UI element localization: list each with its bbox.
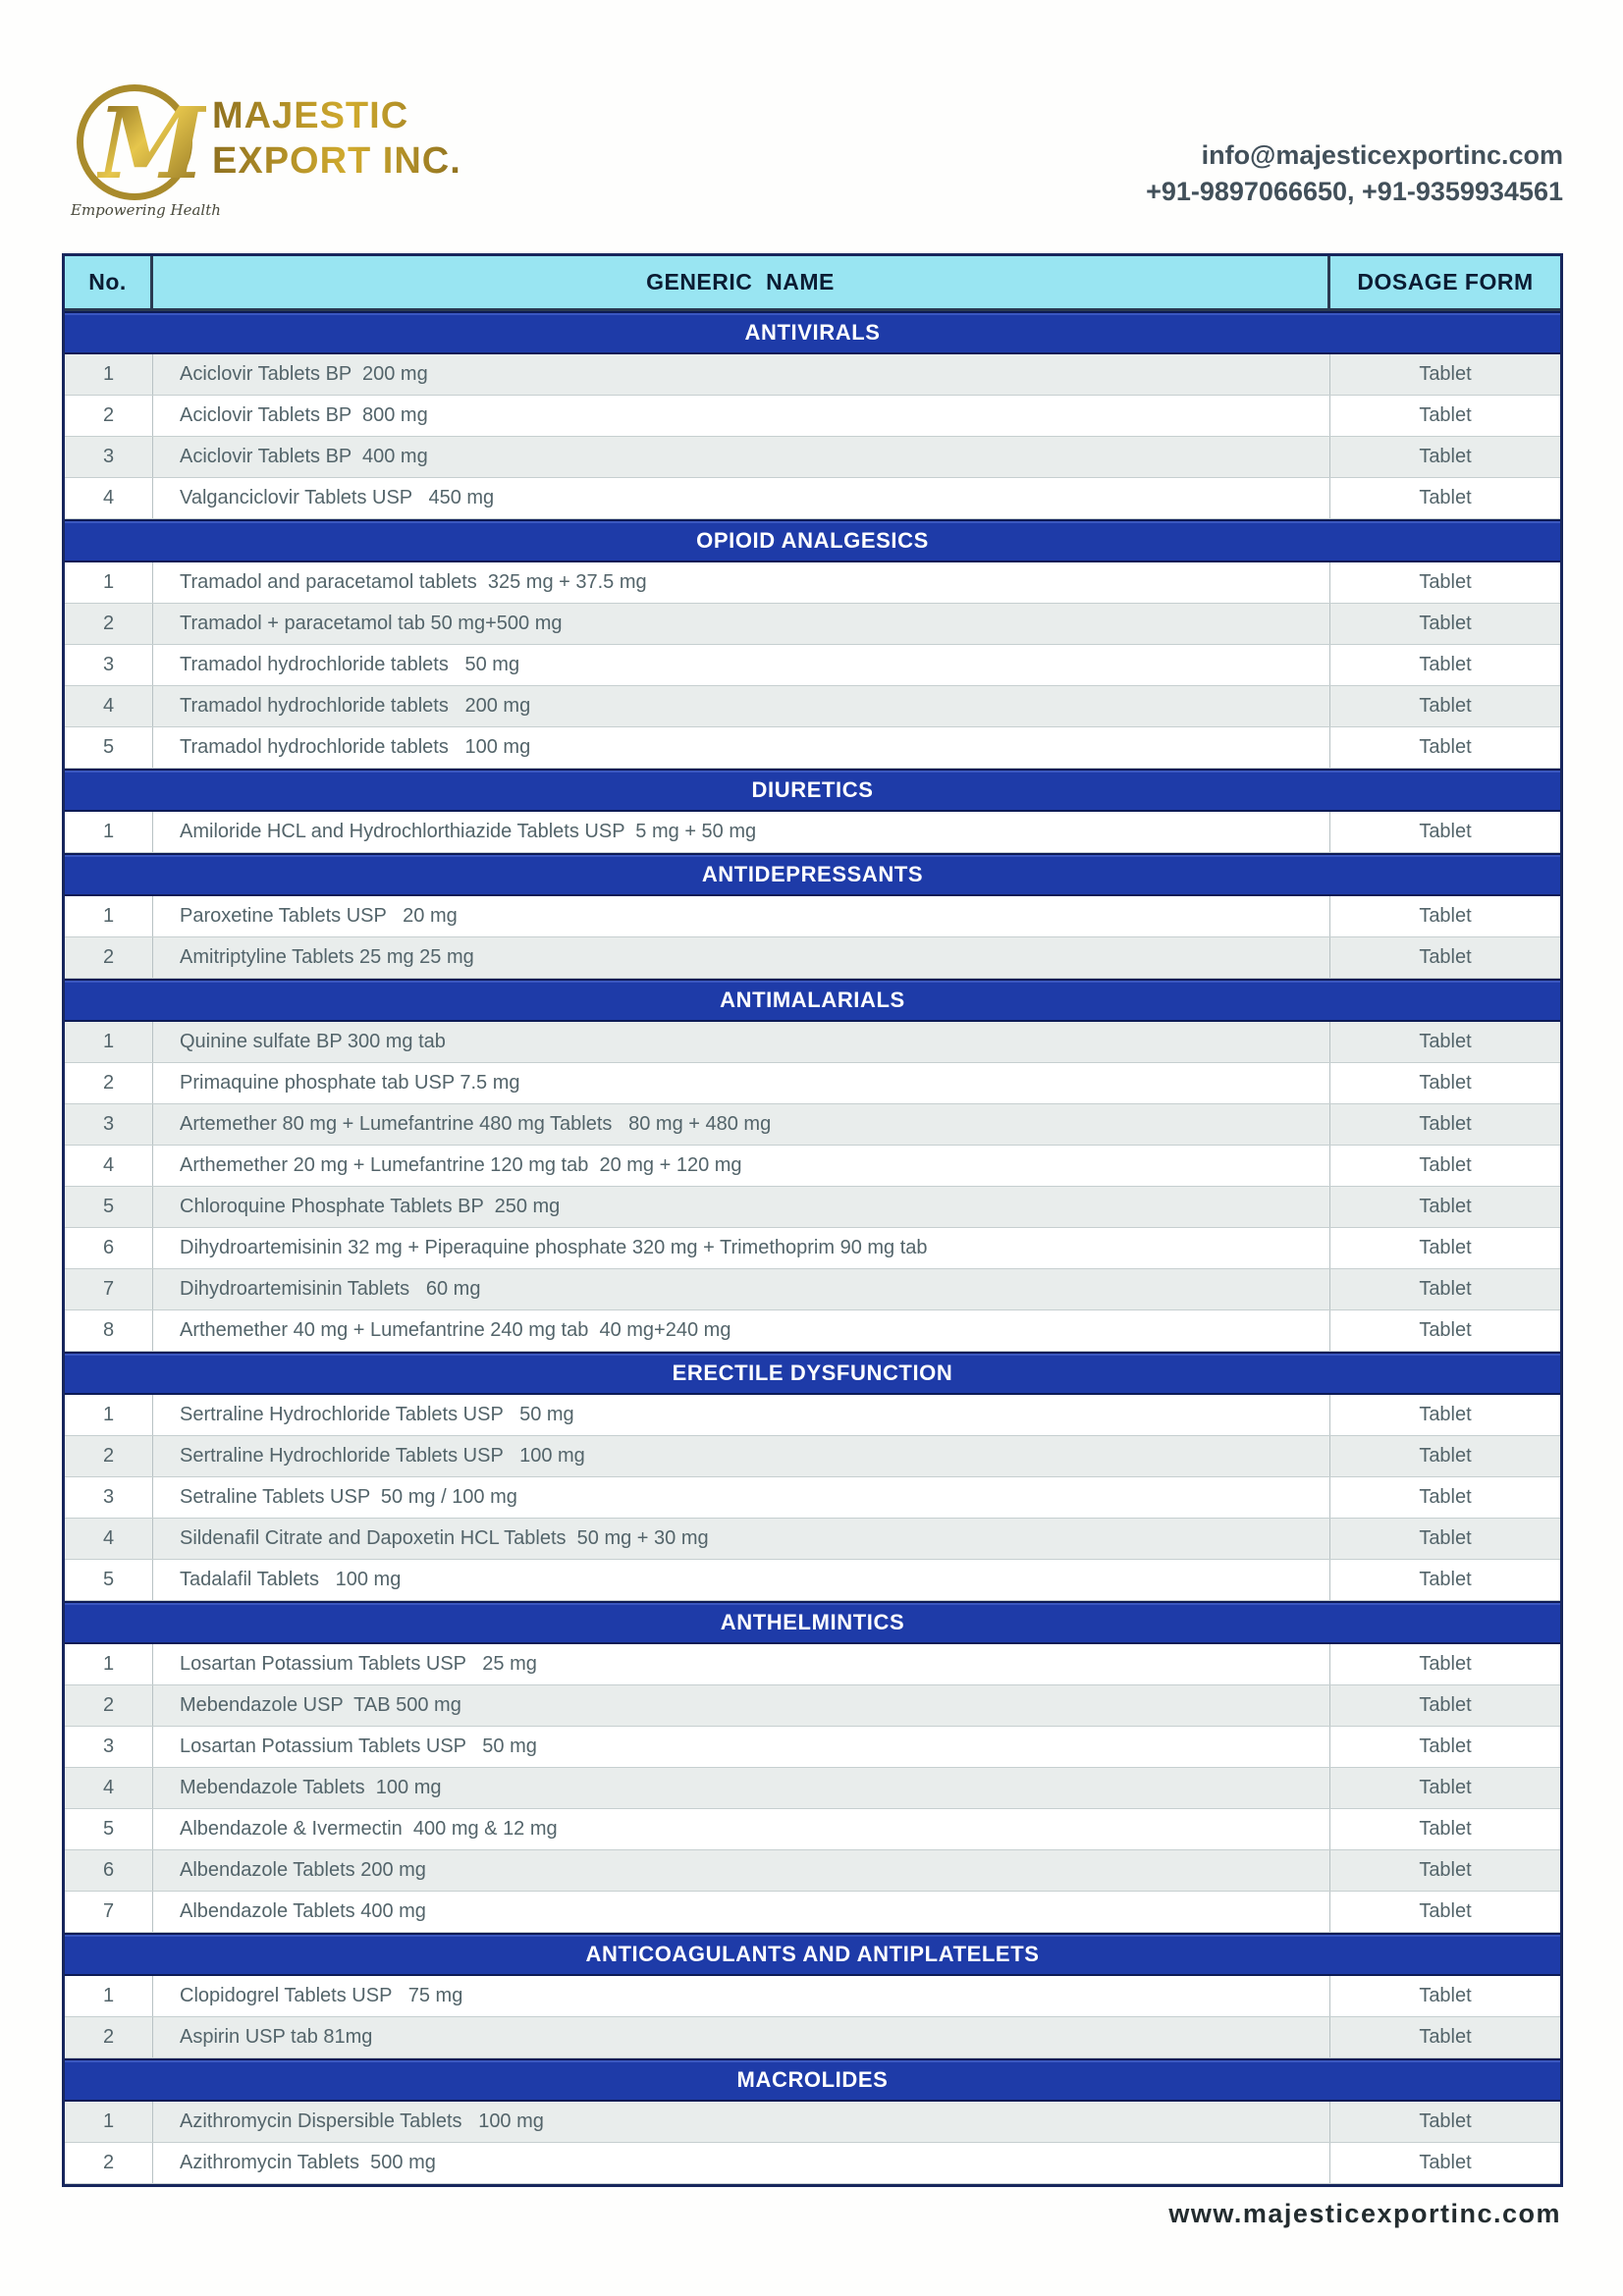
table-row xyxy=(65,727,1560,769)
row-number: 4 xyxy=(65,1768,153,1808)
row-generic-name: Tramadol hydrochloride tablets 50 mg xyxy=(153,645,1330,685)
table-row xyxy=(65,645,1560,686)
website-text: www.majesticexportinc.com xyxy=(1168,2199,1561,2228)
row-dosage-form: Tablet xyxy=(1419,1154,1472,1176)
row-number: 5 xyxy=(65,1560,153,1600)
table-row xyxy=(65,1063,1560,1104)
row-generic-name: Chloroquine Phosphate Tablets BP 250 mg xyxy=(153,1187,1330,1227)
row-number: 5 xyxy=(65,1187,153,1227)
table-row xyxy=(65,1477,1560,1519)
table-row xyxy=(65,1310,1560,1352)
row-dosage-form: Tablet xyxy=(1419,1569,1472,1590)
row-generic-name: Amiloride HCL and Hydrochlorthiazide Tablets USP 5 mg + 50 mg xyxy=(153,812,1330,852)
table-row xyxy=(65,1519,1560,1560)
section-header xyxy=(65,1933,1560,1976)
row-generic-name: Paroxetine Tablets USP 20 mg xyxy=(153,896,1330,936)
row-dosage-form: Tablet xyxy=(1419,1735,1472,1757)
table-row xyxy=(65,1228,1560,1269)
row-number: 1 xyxy=(65,896,153,936)
row-generic-name: Azithromycin Dispersible Tablets 100 mg xyxy=(153,2102,1330,2142)
section-title: ANTIMALARIALS xyxy=(720,988,905,1012)
table-row xyxy=(65,1269,1560,1310)
row-number: 4 xyxy=(65,1146,153,1186)
row-dosage-form: Tablet xyxy=(1419,1777,1472,1798)
table-row xyxy=(65,1768,1560,1809)
row-number: 1 xyxy=(65,354,153,395)
row-dosage-form: Tablet xyxy=(1419,695,1472,717)
row-generic-name: Losartan Potassium Tablets USP 50 mg xyxy=(153,1727,1330,1767)
table-row xyxy=(65,396,1560,437)
section-title: ANTIVIRALS xyxy=(744,320,881,345)
row-generic-name: Clopidogrel Tablets USP 75 mg xyxy=(153,1976,1330,2016)
table-row xyxy=(65,1022,1560,1063)
row-dosage-form: Tablet xyxy=(1419,1859,1472,1881)
row-dosage-form: Tablet xyxy=(1419,446,1472,467)
row-dosage-form: Tablet xyxy=(1419,1072,1472,1094)
table-body xyxy=(65,311,1560,2184)
row-generic-name: Tramadol + paracetamol tab 50 mg+500 mg xyxy=(153,604,1330,644)
row-generic-name: Tramadol hydrochloride tablets 200 mg xyxy=(153,686,1330,726)
section-header xyxy=(65,1352,1560,1395)
contact-phones: +91-9897066650, +91-9359934561 xyxy=(1146,177,1563,207)
row-number: 3 xyxy=(65,437,153,477)
row-number: 2 xyxy=(65,2143,153,2183)
row-dosage-form: Tablet xyxy=(1419,613,1472,634)
row-dosage-form: Tablet xyxy=(1419,1527,1472,1549)
row-number: 5 xyxy=(65,727,153,768)
row-number: 1 xyxy=(65,1976,153,2016)
row-dosage-form: Tablet xyxy=(1419,1404,1472,1425)
row-number: 4 xyxy=(65,686,153,726)
table-row xyxy=(65,1395,1560,1436)
row-dosage-form: Tablet xyxy=(1419,1653,1472,1675)
contact-email: info@majesticexportinc.com xyxy=(1201,140,1563,170)
section-header xyxy=(65,853,1560,896)
row-dosage-form: Tablet xyxy=(1419,1196,1472,1217)
row-dosage-form: Tablet xyxy=(1419,1031,1472,1052)
row-number: 4 xyxy=(65,478,153,518)
row-number: 6 xyxy=(65,1228,153,1268)
row-dosage-form: Tablet xyxy=(1419,1278,1472,1300)
table-row xyxy=(65,686,1560,727)
section-title: ERECTILE DYSFUNCTION xyxy=(672,1361,953,1385)
row-number: 2 xyxy=(65,1685,153,1726)
table-header-row xyxy=(65,256,1560,311)
row-generic-name: Aciclovir Tablets BP 400 mg xyxy=(153,437,1330,477)
row-dosage-form: Tablet xyxy=(1419,2152,1472,2173)
company-logo-icon xyxy=(77,84,206,201)
section-header xyxy=(65,519,1560,562)
row-dosage-form: Tablet xyxy=(1419,1900,1472,1922)
row-dosage-form: Tablet xyxy=(1419,363,1472,385)
section-title: ANTHELMINTICS xyxy=(720,1610,905,1634)
row-generic-name: Sildenafil Citrate and Dapoxetin HCL Tablets 50 mg + 30 mg xyxy=(153,1519,1330,1559)
row-number: 1 xyxy=(65,812,153,852)
table-row xyxy=(65,1104,1560,1146)
row-number: 2 xyxy=(65,937,153,978)
table-row xyxy=(65,2017,1560,2058)
row-generic-name: Sertraline Hydrochloride Tablets USP 50 mg xyxy=(153,1395,1330,1435)
table-row xyxy=(65,1685,1560,1727)
row-dosage-form: Tablet xyxy=(1419,404,1472,426)
row-generic-name: Sertraline Hydrochloride Tablets USP 100 mg xyxy=(153,1436,1330,1476)
row-generic-name: Arthemether 20 mg + Lumefantrine 120 mg tab 20 mg + 120 mg xyxy=(153,1146,1330,1186)
column-header-generic-name: GENERIC NAME xyxy=(153,256,1330,308)
table-row xyxy=(65,604,1560,645)
table-row xyxy=(65,437,1560,478)
row-generic-name: Aciclovir Tablets BP 800 mg xyxy=(153,396,1330,436)
column-header-no: No. xyxy=(65,256,153,308)
row-dosage-form: Tablet xyxy=(1419,1113,1472,1135)
row-dosage-form: Tablet xyxy=(1419,1694,1472,1716)
row-number: 8 xyxy=(65,1310,153,1351)
row-generic-name: Primaquine phosphate tab USP 7.5 mg xyxy=(153,1063,1330,1103)
brand-name-line2: EXPORT INC. xyxy=(212,138,461,184)
table-row xyxy=(65,1436,1560,1477)
row-number: 6 xyxy=(65,1850,153,1891)
row-generic-name: Albendazole Tablets 400 mg xyxy=(153,1892,1330,1932)
row-dosage-form: Tablet xyxy=(1419,736,1472,758)
table-row xyxy=(65,937,1560,979)
row-generic-name: Tramadol and paracetamol tablets 325 mg + 37.5 mg xyxy=(153,562,1330,603)
row-number: 5 xyxy=(65,1809,153,1849)
row-generic-name: Artemether 80 mg + Lumefantrine 480 mg Tablets 80 mg + 480 mg xyxy=(153,1104,1330,1145)
table-row xyxy=(65,1187,1560,1228)
row-generic-name: Quinine sulfate BP 300 mg tab xyxy=(153,1022,1330,1062)
row-dosage-form: Tablet xyxy=(1419,946,1472,968)
section-header xyxy=(65,1601,1560,1644)
row-dosage-form: Tablet xyxy=(1419,1818,1472,1840)
row-generic-name: Albendazole Tablets 200 mg xyxy=(153,1850,1330,1891)
row-number: 2 xyxy=(65,1436,153,1476)
section-title: ANTICOAGULANTS AND ANTIPLATELETS xyxy=(585,1942,1040,1966)
brand-name-line1: MAJESTIC xyxy=(212,93,461,138)
row-number: 7 xyxy=(65,1892,153,1932)
row-number: 1 xyxy=(65,2102,153,2142)
row-number: 3 xyxy=(65,1477,153,1518)
row-number: 7 xyxy=(65,1269,153,1309)
row-generic-name: Dihydroartemisinin Tablets 60 mg xyxy=(153,1269,1330,1309)
table-row xyxy=(65,1809,1560,1850)
row-number: 2 xyxy=(65,1063,153,1103)
row-number: 3 xyxy=(65,645,153,685)
brand-name xyxy=(212,93,461,185)
row-generic-name: Tramadol hydrochloride tablets 100 mg xyxy=(153,727,1330,768)
row-dosage-form: Tablet xyxy=(1419,654,1472,675)
column-header-dosage-form: DOSAGE FORM xyxy=(1357,269,1534,294)
table-row xyxy=(65,1560,1560,1601)
table-row xyxy=(65,2102,1560,2143)
table-row xyxy=(65,478,1560,519)
table-row xyxy=(65,1892,1560,1933)
row-number: 3 xyxy=(65,1727,153,1767)
row-dosage-form: Tablet xyxy=(1419,487,1472,508)
table-row xyxy=(65,812,1560,853)
row-generic-name: Valganciclovir Tablets USP 450 mg xyxy=(153,478,1330,518)
row-number: 1 xyxy=(65,1022,153,1062)
row-dosage-form: Tablet xyxy=(1419,1486,1472,1508)
table-row xyxy=(65,354,1560,396)
row-generic-name: Tadalafil Tablets 100 mg xyxy=(153,1560,1330,1600)
section-header xyxy=(65,2058,1560,2102)
row-generic-name: Dihydroartemisinin 32 mg + Piperaquine phosphate 320 mg + Trimethoprim 90 mg tab xyxy=(153,1228,1330,1268)
table-row xyxy=(65,1976,1560,2017)
row-generic-name: Losartan Potassium Tablets USP 25 mg xyxy=(153,1644,1330,1684)
logo-monogram: M xyxy=(97,85,206,201)
table-row xyxy=(65,1850,1560,1892)
row-number: 2 xyxy=(65,2017,153,2057)
table-row xyxy=(65,2143,1560,2184)
row-number: 2 xyxy=(65,396,153,436)
contact-block xyxy=(1146,137,1563,211)
row-number: 1 xyxy=(65,1395,153,1435)
row-number: 4 xyxy=(65,1519,153,1559)
row-number: 3 xyxy=(65,1104,153,1145)
row-dosage-form: Tablet xyxy=(1419,1237,1472,1258)
row-generic-name: Aciclovir Tablets BP 200 mg xyxy=(153,354,1330,395)
row-generic-name: Mebendazole Tablets 100 mg xyxy=(153,1768,1330,1808)
section-title: MACROLIDES xyxy=(736,2067,889,2092)
section-title: DIURETICS xyxy=(751,777,874,802)
section-title: OPIOID ANALGESICS xyxy=(696,528,929,553)
brand-tagline: Empowering Health xyxy=(71,201,221,219)
row-dosage-form: Tablet xyxy=(1419,2110,1472,2132)
table-row xyxy=(65,1727,1560,1768)
row-dosage-form: Tablet xyxy=(1419,821,1472,842)
row-generic-name: Albendazole & Ivermectin 400 mg & 12 mg xyxy=(153,1809,1330,1849)
section-title: ANTIDEPRESSANTS xyxy=(701,862,924,886)
table-row xyxy=(65,1146,1560,1187)
row-number: 1 xyxy=(65,1644,153,1684)
row-number: 2 xyxy=(65,604,153,644)
row-generic-name: Arthemether 40 mg + Lumefantrine 240 mg tab 40 mg+240 mg xyxy=(153,1310,1330,1351)
table-row xyxy=(65,1644,1560,1685)
section-header xyxy=(65,979,1560,1022)
section-header xyxy=(65,769,1560,812)
product-table xyxy=(62,253,1563,2187)
row-number: 1 xyxy=(65,562,153,603)
row-generic-name: Setraline Tablets USP 50 mg / 100 mg xyxy=(153,1477,1330,1518)
row-generic-name: Aspirin USP tab 81mg xyxy=(153,2017,1330,2057)
row-dosage-form: Tablet xyxy=(1419,905,1472,927)
row-generic-name: Amitriptyline Tablets 25 mg 25 mg xyxy=(153,937,1330,978)
row-dosage-form: Tablet xyxy=(1419,2026,1472,2048)
table-row xyxy=(65,562,1560,604)
table-row xyxy=(65,896,1560,937)
row-generic-name: Azithromycin Tablets 500 mg xyxy=(153,2143,1330,2183)
row-dosage-form: Tablet xyxy=(1419,571,1472,593)
row-generic-name: Mebendazole USP TAB 500 mg xyxy=(153,1685,1330,1726)
row-dosage-form: Tablet xyxy=(1419,1445,1472,1467)
row-dosage-form: Tablet xyxy=(1419,1319,1472,1341)
row-dosage-form: Tablet xyxy=(1419,1985,1472,2006)
section-header xyxy=(65,311,1560,354)
